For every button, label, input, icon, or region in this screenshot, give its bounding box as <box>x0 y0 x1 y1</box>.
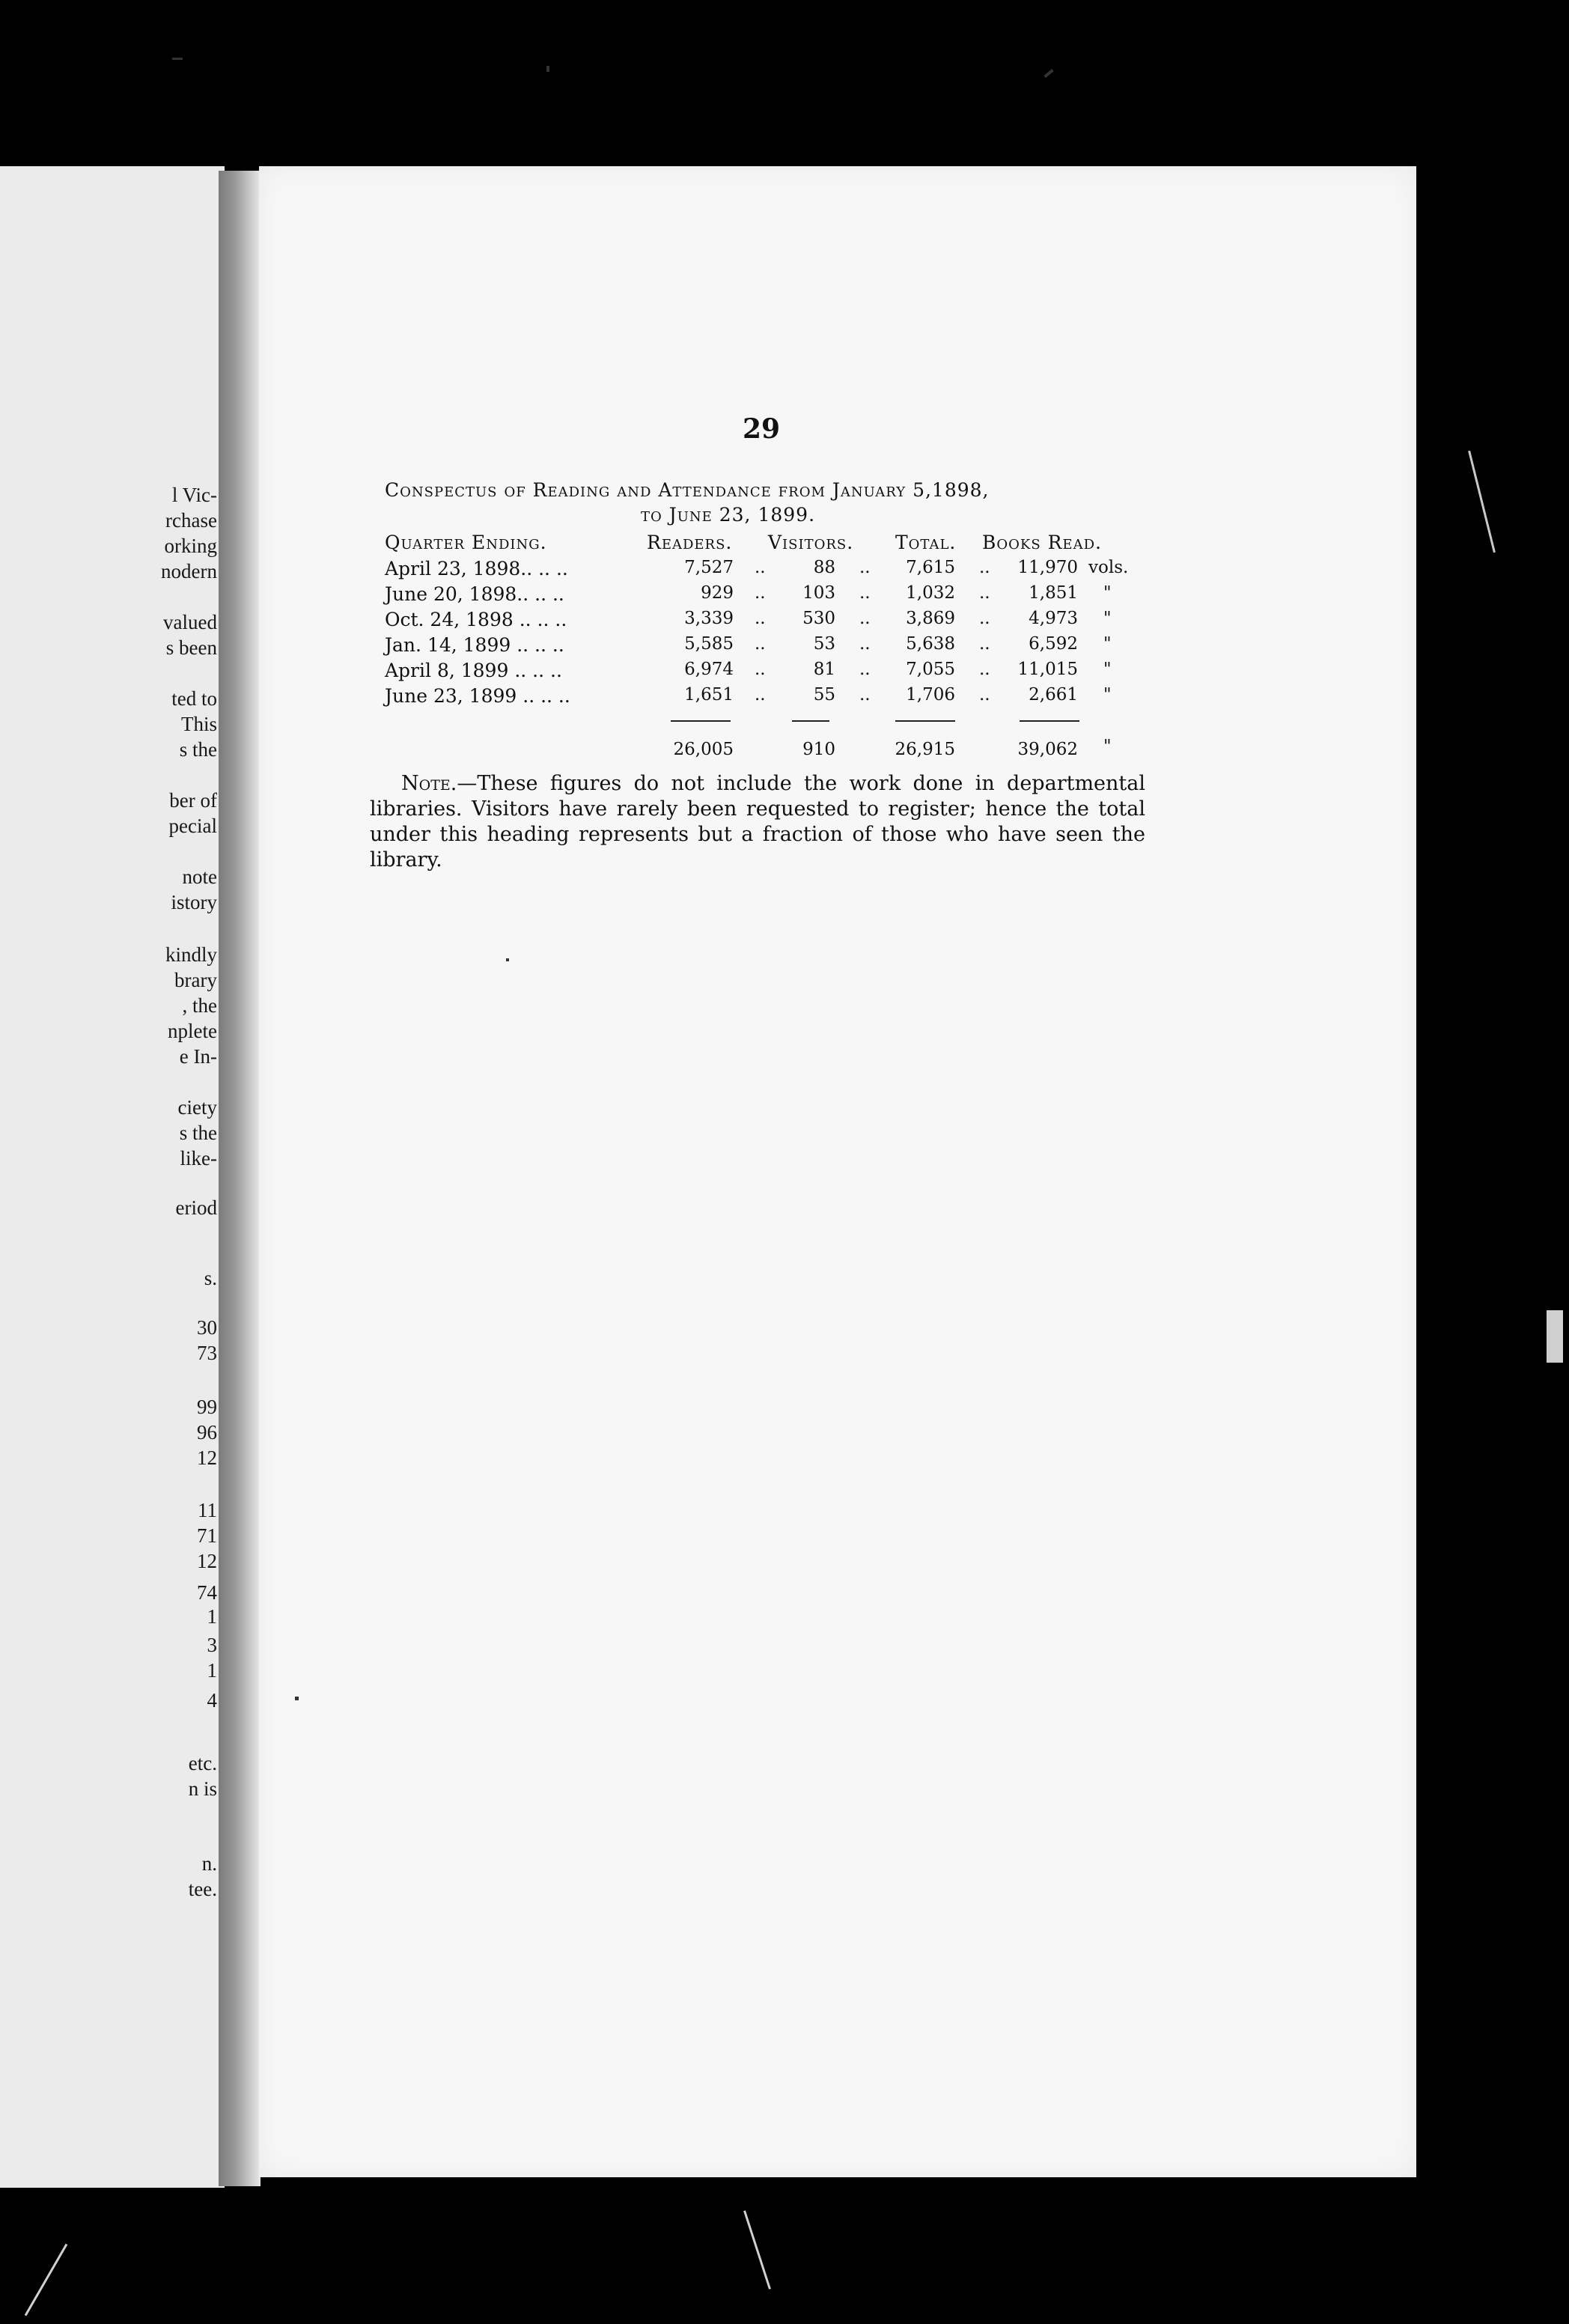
cell-separator: .. <box>979 685 990 705</box>
left-page-text-fragment: nplete <box>168 1020 217 1042</box>
scan-speck <box>546 66 549 72</box>
cell-visitors: 55 <box>813 685 835 705</box>
total-total: 26,915 <box>895 740 955 759</box>
table-heading-continued: to June 23, 1899. <box>641 504 816 526</box>
cell-books: 11,970 <box>1017 558 1078 577</box>
header-books-read: Books Read. <box>982 532 1102 553</box>
cell-unit: " <box>1103 660 1112 679</box>
left-page-text-fragment: s. <box>204 1267 217 1289</box>
total-books: 39,062 <box>1017 740 1078 759</box>
left-page-text-fragment: brary <box>174 969 217 991</box>
sum-rule <box>792 720 829 722</box>
cell-books: 4,973 <box>1029 609 1078 628</box>
cell-visitors: 103 <box>802 583 835 603</box>
total-readers: 26,005 <box>673 740 734 759</box>
cell-separator: .. <box>755 609 766 628</box>
cell-unit: vols. <box>1088 558 1129 577</box>
left-page-text-fragment: kindly <box>165 943 217 966</box>
left-page-text-fragment: e In- <box>179 1045 217 1068</box>
header-total: Total. <box>895 532 957 553</box>
cell-unit: " <box>1103 583 1112 603</box>
scan-speck <box>506 958 509 961</box>
note-text: —These figures do not include the work done in departmental libraries. Visitors have rarely been requested to register; hence the total under this heading represents but a fraction of those who have seen the library. <box>370 772 1145 872</box>
left-page-text-fragment: ciety <box>177 1096 217 1119</box>
cell-total: 7,615 <box>906 558 955 577</box>
cell-separator: .. <box>979 634 990 654</box>
left-page-text-fragment: n. <box>201 1852 217 1875</box>
left-page-text-fragment: pecial <box>168 815 217 837</box>
left-page-text-fragment: , the <box>182 994 217 1017</box>
cell-quarter: April 8, 1899 .. .. .. <box>385 660 562 681</box>
cell-readers: 5,585 <box>684 634 734 654</box>
cell-visitors: 88 <box>813 558 835 577</box>
cell-books: 6,592 <box>1029 634 1078 654</box>
left-page-text-fragment: s the <box>179 738 217 761</box>
left-page-text-fragment: s been <box>165 636 217 659</box>
note-label: Note. <box>401 772 457 795</box>
left-page-text-fragment: rchase <box>165 509 217 532</box>
cell-total: 1,032 <box>906 583 955 603</box>
cell-total: 3,869 <box>906 609 955 628</box>
cell-separator: .. <box>755 558 766 577</box>
cell-separator: .. <box>755 634 766 654</box>
cell-quarter: April 23, 1898.. .. .. <box>385 558 568 580</box>
left-page-text-fragment: n is <box>188 1777 217 1800</box>
left-page-text-fragment: 71 <box>197 1524 217 1547</box>
header-quarter: Quarter Ending. <box>385 532 547 553</box>
scan-speck <box>1044 69 1053 78</box>
cell-separator: .. <box>979 660 990 679</box>
scan-speck <box>1468 451 1496 553</box>
sum-rule <box>1020 720 1079 722</box>
header-readers: Readers. <box>647 532 733 553</box>
left-page-text-fragment: 12 <box>197 1550 217 1572</box>
cell-total: 5,638 <box>906 634 955 654</box>
scan-speck <box>25 2244 68 2317</box>
left-page-text-fragment: 99 <box>197 1396 217 1418</box>
cell-readers: 3,339 <box>684 609 734 628</box>
cell-separator: .. <box>979 609 990 628</box>
note-paragraph <box>370 771 1145 873</box>
cell-separator: .. <box>979 583 990 603</box>
page-number: 29 <box>743 413 781 445</box>
left-page-text-fragment: like- <box>180 1147 217 1169</box>
left-page-text-fragment: 1 <box>207 1659 217 1682</box>
cell-separator: .. <box>979 558 990 577</box>
left-page-text-fragment: 96 <box>197 1421 217 1444</box>
left-page-text-fragment: valued <box>163 611 217 633</box>
left-page-text-fragment: ber of <box>169 789 217 812</box>
scan-speck <box>1547 1310 1563 1363</box>
left-page-text-fragment: etc. <box>188 1752 217 1774</box>
scan-speck <box>172 58 183 60</box>
total-unit: " <box>1103 737 1112 756</box>
cell-separator: .. <box>755 685 766 705</box>
sum-rule <box>671 720 731 722</box>
cell-unit: " <box>1103 609 1112 628</box>
cell-total: 1,706 <box>906 685 955 705</box>
cell-quarter: Oct. 24, 1898 .. .. .. <box>385 609 567 630</box>
cell-separator: .. <box>859 609 871 628</box>
left-page-text-fragment: 12 <box>197 1447 217 1469</box>
header-visitors: Visitors. <box>768 532 854 553</box>
cell-quarter: June 20, 1898.. .. .. <box>385 583 564 605</box>
left-page-text-fragment: This <box>180 713 217 735</box>
cell-visitors: 53 <box>813 634 835 654</box>
left-page-text-fragment: 11 <box>198 1499 217 1521</box>
cell-separator: .. <box>755 660 766 679</box>
left-page-text-fragment: l Vic- <box>171 484 217 506</box>
cell-readers: 7,527 <box>684 558 734 577</box>
cell-separator: .. <box>859 558 871 577</box>
cell-separator: .. <box>859 634 871 654</box>
cell-visitors: 81 <box>813 660 835 679</box>
cell-separator: .. <box>859 583 871 603</box>
book-gutter <box>219 171 261 2186</box>
left-page-text-fragment: ted to <box>171 687 217 710</box>
left-page-text-fragment: eriod <box>175 1196 217 1219</box>
scan-speck <box>743 2210 771 2290</box>
sum-rule <box>895 720 955 722</box>
left-page-text-fragment: 1 <box>207 1605 217 1628</box>
total-visitors: 910 <box>802 740 835 759</box>
cell-unit: " <box>1103 634 1112 654</box>
left-page-text-fragment: 73 <box>197 1342 217 1364</box>
scan-speck <box>295 1697 299 1700</box>
right-page <box>259 166 1416 2177</box>
left-page-text-fragment: 3 <box>207 1634 217 1656</box>
left-page-text-fragment: orking <box>164 535 217 557</box>
cell-quarter: Jan. 14, 1899 .. .. .. <box>385 634 564 656</box>
left-page-text-fragment: nodern <box>161 560 217 582</box>
left-page-text-fragment: 74 <box>197 1581 217 1604</box>
left-page-text-fragment: note <box>182 866 217 888</box>
cell-unit: " <box>1103 685 1112 705</box>
cell-quarter: June 23, 1899 .. .. .. <box>385 685 570 707</box>
left-page-text-fragment: 30 <box>197 1316 217 1339</box>
cell-readers: 1,651 <box>684 685 734 705</box>
cell-books: 11,015 <box>1017 660 1078 679</box>
cell-books: 2,661 <box>1029 685 1078 705</box>
cell-separator: .. <box>859 660 871 679</box>
left-page-text-fragment: 4 <box>207 1689 217 1712</box>
left-page-text-fragment: s the <box>179 1122 217 1144</box>
cell-separator: .. <box>755 583 766 603</box>
left-page-fragment <box>0 166 225 2188</box>
left-page-text-fragment: istory <box>171 891 217 913</box>
cell-separator: .. <box>859 685 871 705</box>
cell-books: 1,851 <box>1029 583 1078 603</box>
table-heading: Conspectus of Reading and Attendance from January 5,1898, <box>385 479 990 501</box>
cell-visitors: 530 <box>802 609 835 628</box>
cell-readers: 929 <box>701 583 734 603</box>
cell-total: 7,055 <box>906 660 955 679</box>
cell-readers: 6,974 <box>684 660 734 679</box>
left-page-text-fragment: tee. <box>188 1878 217 1900</box>
